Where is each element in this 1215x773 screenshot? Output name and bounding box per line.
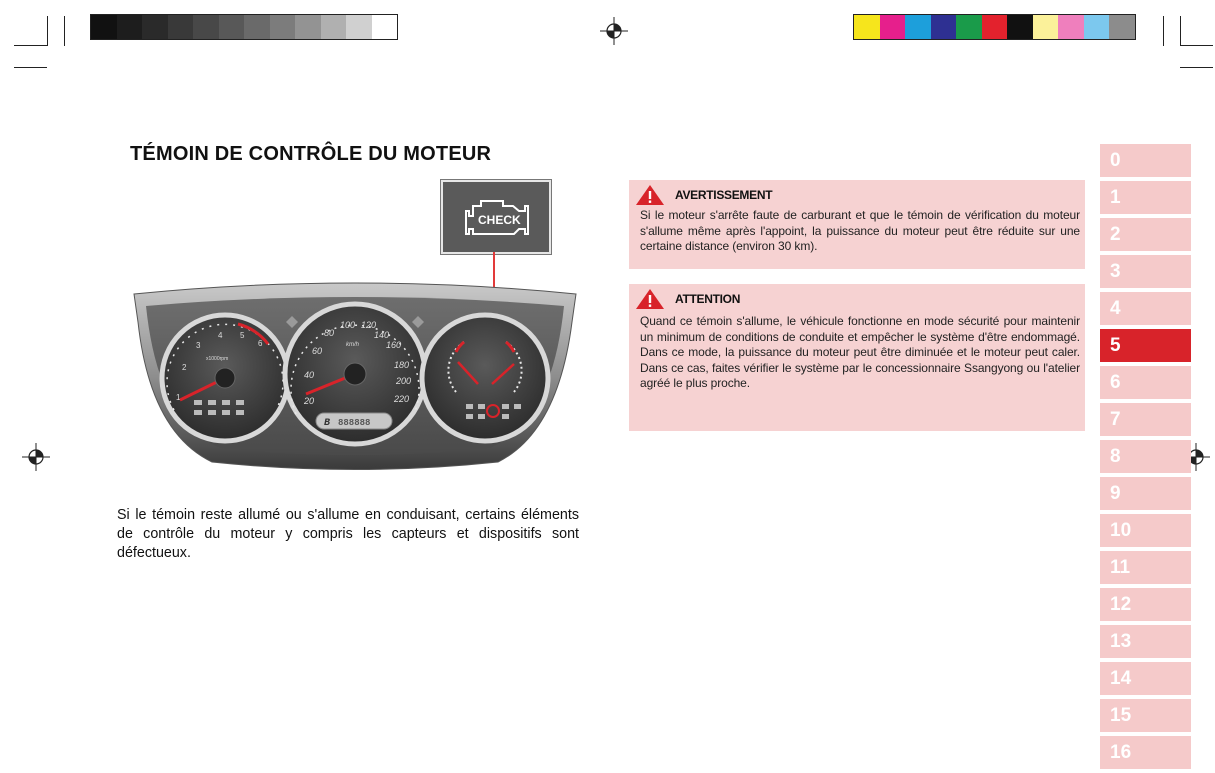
registration-mark-icon bbox=[600, 17, 628, 45]
color-swatch bbox=[1007, 15, 1033, 39]
color-bar bbox=[853, 14, 1136, 40]
color-swatch bbox=[372, 15, 398, 39]
chapter-tab-5-active[interactable]: 5 bbox=[1100, 329, 1191, 362]
crop-mark bbox=[1180, 45, 1213, 46]
warning-box bbox=[629, 180, 1085, 269]
chapter-tab-11[interactable]: 11 bbox=[1100, 551, 1191, 584]
svg-text:B: B bbox=[324, 418, 331, 429]
attention-text: Quand ce témoin s'allume, le véhicule fonctionne en mode sécurité pour maintenir un minimum de conditions de conduite et empêcher le système d'être endommagé. Dans ce mode, la puissance du moteur peut être diminuée et le moteur peut caler. Dans ce cas, faites vérifier le système par le concessionnaire Ssangyong ou l'atelier agréé le plus proche. bbox=[640, 314, 1080, 391]
chapter-tab-13[interactable]: 13 bbox=[1100, 625, 1191, 658]
chapter-tab-0[interactable]: 0 bbox=[1100, 144, 1191, 177]
tach-label: 1 bbox=[176, 393, 181, 402]
color-swatch bbox=[1109, 15, 1135, 39]
speed-unit: km/h bbox=[346, 342, 360, 348]
speed-label: 20 bbox=[304, 396, 315, 406]
check-engine-callout bbox=[441, 180, 551, 254]
chapter-tab-4[interactable]: 4 bbox=[1100, 292, 1191, 325]
speed-label: 60 bbox=[312, 346, 323, 356]
crop-mark bbox=[64, 16, 65, 46]
crop-mark bbox=[14, 67, 47, 68]
speed-label: 180 bbox=[394, 360, 410, 370]
instrument-cluster-illustration bbox=[128, 282, 582, 472]
color-swatch bbox=[270, 15, 296, 39]
color-swatch bbox=[91, 15, 117, 39]
tach-label: 4 bbox=[218, 331, 223, 340]
chapter-tab-1[interactable]: 1 bbox=[1100, 181, 1191, 214]
speed-label: 100 bbox=[340, 320, 356, 330]
speed-label: 120 bbox=[361, 320, 377, 330]
color-swatch bbox=[295, 15, 321, 39]
tach-label: 2 bbox=[182, 363, 187, 372]
chapter-tab-9[interactable]: 9 bbox=[1100, 477, 1191, 510]
tach-unit: x1000rpm bbox=[206, 356, 229, 362]
warning-text: Si le moteur s'arrête faute de carburant et que le témoin de vérification du moteur s'allume même après l'appoint, la puissance du moteur peut être réduite sur une certaine distance (environ 30 km). bbox=[640, 208, 1080, 254]
crop-mark bbox=[47, 16, 48, 46]
speed-label: 140 bbox=[374, 330, 390, 340]
attention-triangle-icon bbox=[635, 288, 665, 310]
check-engine-icon bbox=[443, 182, 549, 252]
chapter-tab-12[interactable]: 12 bbox=[1100, 588, 1191, 621]
color-swatch bbox=[168, 15, 194, 39]
body-paragraph: Si le témoin reste allumé ou s'allume en conduisant, certains éléments de contrôle du moteur y compris les capteurs et dispositifs sont défectueux. bbox=[117, 507, 579, 561]
speed-label: 220 bbox=[394, 394, 410, 404]
chapter-tab-8[interactable]: 8 bbox=[1100, 440, 1191, 473]
chapter-tab-3[interactable]: 3 bbox=[1100, 255, 1191, 288]
speed-label: 200 bbox=[396, 376, 412, 386]
attention-box bbox=[629, 284, 1085, 431]
speed-label: 80 bbox=[324, 328, 335, 338]
crop-mark bbox=[1180, 16, 1181, 46]
odometer-value: 888888 bbox=[338, 418, 371, 428]
color-swatch bbox=[244, 15, 270, 39]
color-swatch bbox=[1058, 15, 1084, 39]
chapter-tabs bbox=[1100, 144, 1191, 773]
color-swatch bbox=[117, 15, 143, 39]
chapter-tab-2[interactable]: 2 bbox=[1100, 218, 1191, 251]
chapter-tab-14[interactable]: 14 bbox=[1100, 662, 1191, 695]
chapter-tab-15[interactable]: 15 bbox=[1100, 699, 1191, 732]
chapter-tab-16[interactable]: 16 bbox=[1100, 736, 1191, 769]
speed-label: 160 bbox=[386, 340, 402, 350]
registration-mark-icon bbox=[22, 443, 50, 471]
color-swatch bbox=[931, 15, 957, 39]
chapter-tab-6[interactable]: 6 bbox=[1100, 366, 1191, 399]
warning-heading: AVERTISSEMENT bbox=[675, 188, 773, 202]
crop-mark bbox=[1163, 16, 1164, 46]
tach-label: 5 bbox=[240, 331, 245, 340]
tach-label: 3 bbox=[196, 341, 201, 350]
color-swatch bbox=[880, 15, 906, 39]
check-label: CHECK bbox=[478, 213, 521, 227]
color-swatch bbox=[905, 15, 931, 39]
page-title: TÉMOIN DE CONTRÔLE DU MOTEUR bbox=[130, 143, 492, 165]
color-swatch bbox=[321, 15, 347, 39]
grayscale-bar bbox=[90, 14, 398, 40]
crop-mark bbox=[1180, 67, 1213, 68]
color-swatch bbox=[346, 15, 372, 39]
color-swatch bbox=[982, 15, 1008, 39]
color-swatch bbox=[219, 15, 245, 39]
tach-label: 6 bbox=[258, 339, 263, 348]
attention-heading: ATTENTION bbox=[675, 292, 741, 306]
speed-label: 40 bbox=[304, 370, 315, 380]
crop-mark bbox=[14, 45, 47, 46]
warning-triangle-icon bbox=[635, 184, 665, 206]
chapter-tab-10[interactable]: 10 bbox=[1100, 514, 1191, 547]
color-swatch bbox=[1033, 15, 1059, 39]
color-swatch bbox=[193, 15, 219, 39]
color-swatch bbox=[854, 15, 880, 39]
color-swatch bbox=[142, 15, 168, 39]
chapter-tab-7[interactable]: 7 bbox=[1100, 403, 1191, 436]
color-swatch bbox=[956, 15, 982, 39]
color-swatch bbox=[1084, 15, 1110, 39]
